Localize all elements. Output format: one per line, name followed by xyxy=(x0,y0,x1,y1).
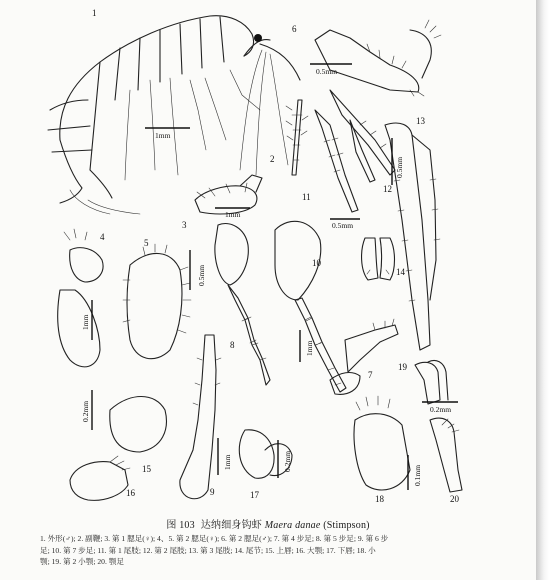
panel-number-8: 8 xyxy=(230,340,235,350)
drawing-1-habitus xyxy=(48,16,300,214)
panel-number-1: 1 xyxy=(92,8,97,18)
scale-label-4: 0.5mm xyxy=(395,156,404,178)
drawing-18-maxilla-1 xyxy=(354,396,410,490)
species-name-cn: 达纳细身钩虾 xyxy=(200,520,263,531)
drawing-4-gnathopod-2 xyxy=(58,229,103,367)
species-name-latin: Maera danae xyxy=(264,520,321,531)
figure-caption xyxy=(0,516,536,531)
panel-number-3: 3 xyxy=(182,220,187,230)
legend-line: 颚; 19. 第 2 小颚; 20. 颚足 xyxy=(40,557,124,567)
drawing-5-gnathopod-2-propodus xyxy=(123,244,191,359)
scale-label-6: 1mm xyxy=(81,314,90,330)
panel-number-19: 19 xyxy=(398,362,407,372)
panel-number-18: 18 xyxy=(375,494,384,504)
panel-number-15: 15 xyxy=(142,464,151,474)
panel-number-14: 14 xyxy=(396,267,405,277)
figure-plate xyxy=(30,0,490,510)
panel-number-7: 7 xyxy=(368,370,373,380)
scale-label-5: 0.5mm xyxy=(332,221,354,230)
scale-label-11: 0.2mm xyxy=(283,450,292,472)
scale-label-7: 0.5mm xyxy=(197,264,206,286)
drawing-19-maxilla-2 xyxy=(415,360,448,404)
panel-number-4: 4 xyxy=(100,232,105,242)
panel-number-2: 2 xyxy=(270,154,275,164)
legend-line: 1. 外形(♂); 2. 副鞭; 3. 第 1 腮足(♀); 4、5. 第 2 腮足(♀); 6. 第 2 腮足(♂); 7. 第 4 步足; 8. 第 5 步足; 9. 第 6 步 xyxy=(40,534,389,543)
drawing-9-pereopod-6 xyxy=(180,335,221,499)
drawing-8-pereopod-5 xyxy=(215,224,270,385)
panel-number-10: 10 xyxy=(312,258,321,268)
scale-label-2: 0.5mm xyxy=(316,67,338,76)
scale-label-3: 1mm xyxy=(225,210,241,219)
panel-number-12: 12 xyxy=(383,184,392,194)
panel-number-17: 17 xyxy=(250,490,259,500)
page-edge-shadow xyxy=(536,0,549,580)
panel-number-16: 16 xyxy=(126,488,135,498)
panel-number-6: 6 xyxy=(292,24,297,34)
scale-label-10: 1mm xyxy=(223,454,232,470)
panel-number-5: 5 xyxy=(144,238,149,248)
drawing-6-gnathopod-2-male xyxy=(315,20,441,96)
legend-line: 足; 10. 第 7 步足; 11. 第 1 尾肢; 12. 第 2 尾肢; 13. 第 3 尾肢; 14. 尾节; 15. 上唇; 16. 大颚; 17. 下唇; 18. 小 xyxy=(40,545,376,555)
species-author: (Stimpson) xyxy=(323,520,370,531)
panel-number-9: 9 xyxy=(210,487,215,497)
scale-label-12: 0.2mm xyxy=(430,405,452,414)
scale-label-9: 0.2mm xyxy=(81,400,90,422)
panel-number-13: 13 xyxy=(416,116,425,126)
drawing-10-pereopod-7 xyxy=(275,221,346,392)
scale-label-1: 1mm xyxy=(155,131,171,140)
drawing-16-mandible xyxy=(70,456,130,500)
drawing-2-accessory-flagellum xyxy=(286,100,308,175)
drawing-14-telson xyxy=(362,238,395,280)
drawing-12-uropod-2 xyxy=(330,90,395,182)
scale-label-8: 1mm xyxy=(305,340,314,356)
figure-legend xyxy=(40,533,480,568)
scale-label-13: 0.1mm xyxy=(413,464,422,486)
panel-number-20: 20 xyxy=(450,494,459,504)
drawing-13-uropod-3 xyxy=(385,123,440,350)
panel-number-11: 11 xyxy=(302,192,311,202)
drawing-20-maxilliped xyxy=(430,418,462,492)
figure-number: 图 103 xyxy=(166,520,195,531)
drawing-15-upper-lip xyxy=(110,397,167,453)
